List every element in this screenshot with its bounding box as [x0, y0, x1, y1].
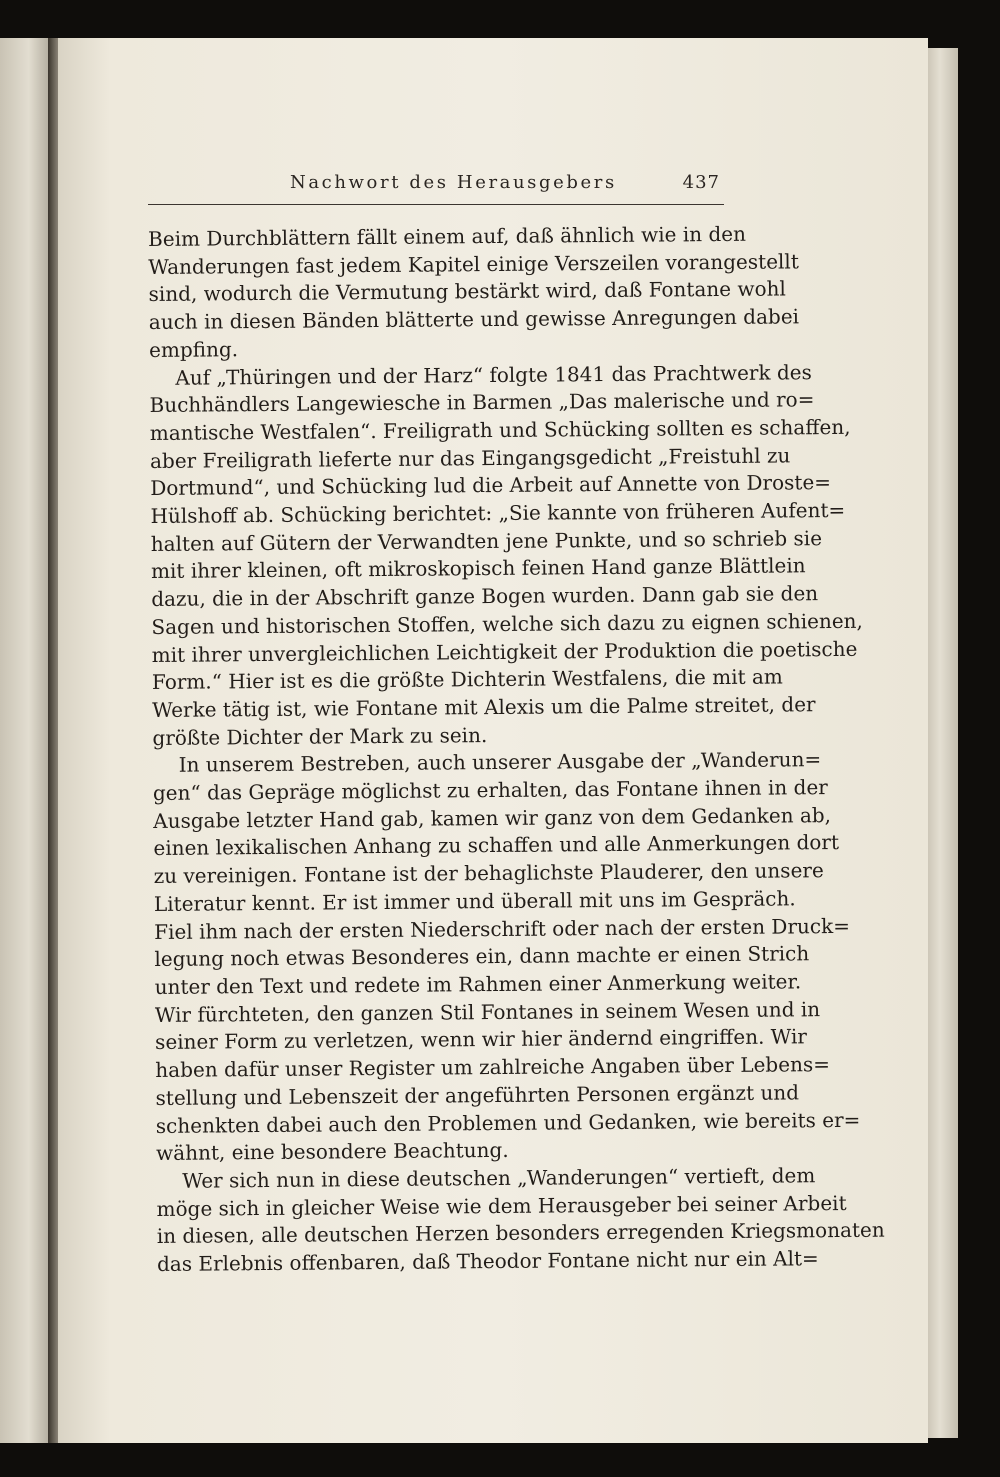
body-text — [148, 221, 885, 1279]
text-line: Sagen und historischen Stoffen, welche sich dazu zu eignen schienen, — [151, 608, 863, 639]
text-line: schenkten dabei auch den Problemen und Gedanken, wie bereits er= — [155, 1107, 861, 1138]
text-line: haben dafür unser Register um zahlreiche Angaben über Lebens= — [155, 1052, 831, 1083]
text-line: Wer sich nun in diese deutschen „Wanderungen“ vertieft, dem — [182, 1163, 816, 1193]
text-line: Literatur kennt. Er ist immer und überall mit uns im Gespräch. — [153, 886, 796, 916]
text-line: sind, wodurch die Vermutung bestärkt wird, daß Fontane wohl — [148, 276, 786, 307]
book-gutter — [48, 38, 58, 1443]
text-line: dazu, die in der Abschrift ganze Bogen wurden. Dann gab sie den — [151, 581, 819, 612]
text-line: empfing. — [148, 337, 239, 362]
text-line: Werke tätig ist, wie Fontane mit Alexis um die Palme streitet, der — [152, 692, 816, 722]
text-line: In unserem Bestreben, auch unserer Ausgabe der „Wanderun= — [178, 747, 822, 778]
text-line: einen lexikalischen Anhang zu schaffen und alle Anmerkungen dort — [153, 830, 840, 861]
text-line: größte Dichter der Mark zu sein. — [152, 722, 488, 750]
text-line: legung noch etwas Besonderes ein, dann machte er einen Strich — [154, 941, 810, 972]
text-line: wähnt, eine besondere Beachtung. — [155, 1138, 509, 1166]
text-line: Ausgabe letzter Hand gab, kamen wir ganz von dem Gedanken ab, — [153, 802, 832, 833]
text-line: Auf „Thüringen und der Harz“ folgte 1841 das Prachtwerk des — [175, 359, 812, 390]
page-stack-edge — [928, 48, 958, 1438]
text-line: Hülshoff ab. Schücking berichtet: „Sie kannte von früheren Aufent= — [150, 497, 846, 529]
text-line: auch in diesen Bänden blätterte und gewisse Anregungen dabei — [148, 304, 800, 335]
running-head-title: Nachwort des Herausgebers — [290, 172, 617, 193]
text-line: Wanderungen fast jedem Kapitel einige Verszeilen vorangestellt — [148, 249, 799, 279]
left-page-edge — [0, 38, 48, 1443]
text-line: Wir fürchteten, den ganzen Stil Fontanes in seinem Wesen und in — [154, 996, 821, 1027]
text-line: in diesen, alle deutschen Herzen besonders erregenden Kriegsmonaten — [156, 1217, 885, 1249]
text-line: Buchhändlers Langewiesche in Barmen „Das malerische und ro= — [149, 387, 815, 418]
text-line: stellung und Lebenszeit der angeführten Personen ergänzt und — [155, 1080, 800, 1110]
text-line: unter den Text und redete im Rahmen einer Anmerkung weiter. — [154, 969, 802, 999]
text-line: mit ihrer kleinen, oft mikroskopisch feinen Hand ganze Blättlein — [150, 553, 806, 584]
text-line: zu vereinigen. Fontane ist der behaglichste Plauderer, den unsere — [153, 858, 824, 889]
text-line: seiner Form zu verletzen, wenn wir hier ändernd eingriffen. Wir — [155, 1024, 808, 1055]
text-line: Beim Durchblättern fällt einem auf, daß ähnlich wie in den — [148, 221, 747, 251]
text-line: das Erlebnis offenbaren, daß Theodor Fontane nicht nur ein Alt= — [156, 1246, 819, 1276]
text-line: Form.“ Hier ist es die größte Dichterin Westfalens, die mit am — [151, 664, 783, 695]
text-line: gen“ das Gepräge möglichst zu erhalten, das Fontane ihnen in der — [152, 775, 828, 806]
text-line: möge sich in gleicher Weise wie dem Herausgeber bei seiner Arbeit — [156, 1190, 847, 1221]
page-number: 437 — [682, 172, 720, 193]
text-line: aber Freiligrath lieferte nur das Eingangsgedicht „Freistuhl zu — [149, 443, 791, 473]
text-line: mantische Westfalen“. Freiligrath und Schücking sollten es schaffen, — [149, 414, 851, 445]
text-line: Dortmund“, und Schücking lud die Arbeit auf Annette von Droste= — [150, 470, 832, 501]
text-line: Fiel ihm nach der ersten Niederschrift oder nach der ersten Druck= — [154, 913, 851, 944]
text-line: mit ihrer unvergleichlichen Leichtigkeit der Produktion die poetische — [151, 636, 858, 667]
text-line: halten auf Gütern der Verwandten jene Punkte, und so schrieb sie — [150, 525, 823, 556]
header-rule — [148, 204, 724, 205]
running-head — [290, 172, 720, 198]
